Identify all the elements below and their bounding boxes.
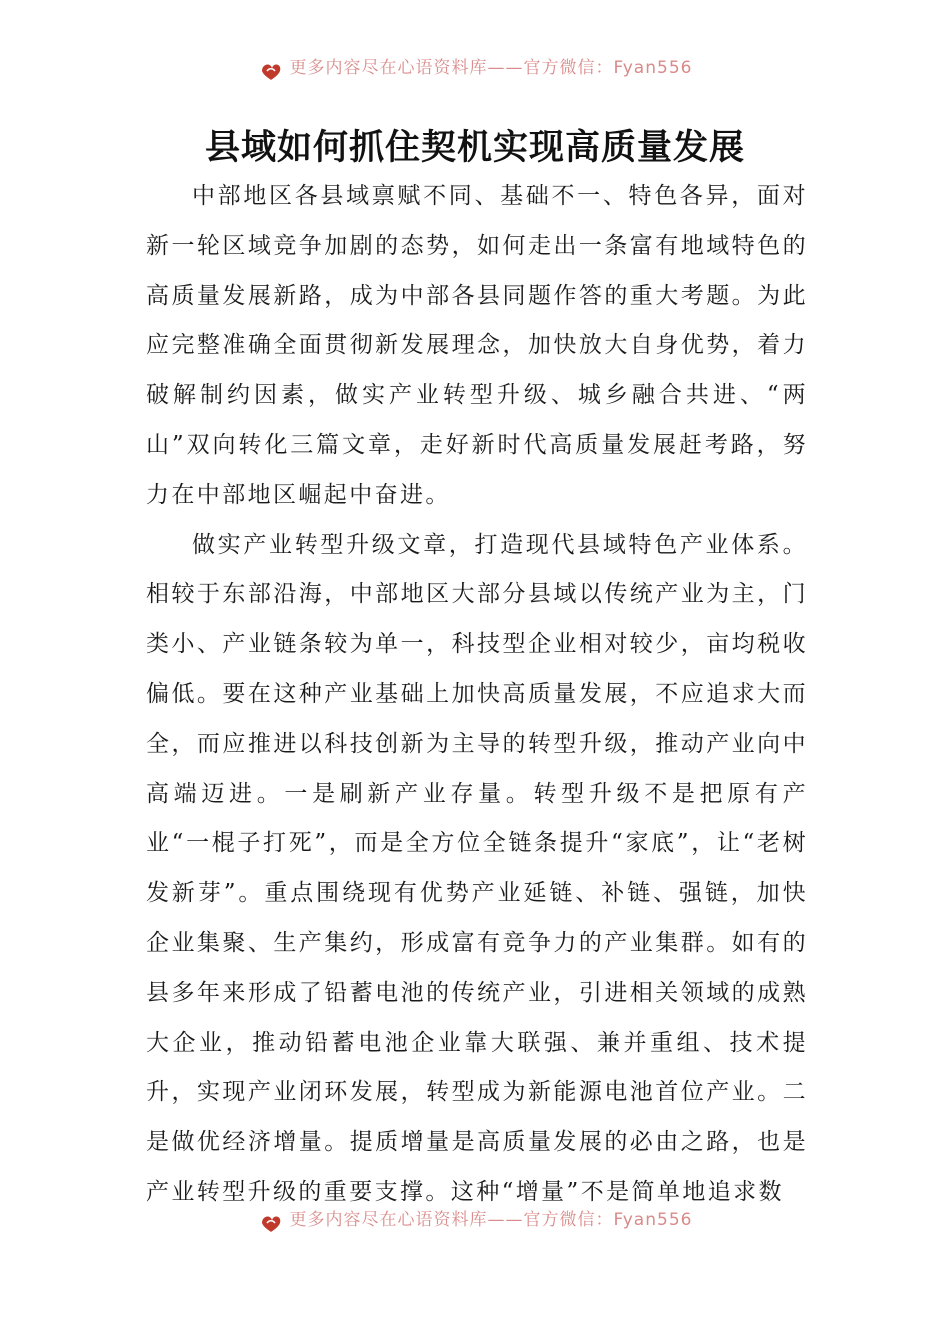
- watermark-footer: [0, 1208, 950, 1236]
- document-title: 县域如何抓住契机实现高质量发展: [204, 127, 745, 168]
- watermark-text: 更多内容尽在心语资料库——官方微信：Fyan556: [289, 57, 693, 78]
- watermark-header: [0, 56, 950, 84]
- heart-leaf-logo-icon: [258, 1211, 284, 1233]
- paragraph: 中部地区各县域禀赋不同、基础不一、特色各异，面对新一轮区域竞争加剧的态势，如何走出一条富有地域特色的高质量发展新路，成为中部各县同题作答的重大考题。为此应完整准确全面贯彻新发展理念，加快放大自身优势，着力破解制约因素，做实产业转型升级、城乡融合共进、“两山”双向转化三篇文章，走好新时代高质量发展赶考路，努力在中部地区崛起中奋进。: [146, 183, 808, 508]
- heart-leaf-logo-icon: [258, 59, 284, 81]
- document-body: [146, 172, 808, 1218]
- watermark-text: 更多内容尽在心语资料库——官方微信：Fyan556: [289, 1209, 693, 1230]
- paragraph: 做实产业转型升级文章，打造现代县域特色产业体系。相较于东部沿海，中部地区大部分县域以传统产业为主，门类小、产业链条较为单一，科技型企业相对较少，亩均税收偏低。要在这种产业基础上加快高质量发展，不应追求大而全，而应推进以科技创新为主导的转型升级，推动产业向中高端迈进。一是刷新产业存量。转型升级不是把原有产业“一棍子打死”，而是全方位全链条提升“家底”，让“老树发新芽”。重点围绕现有优势产业延链、补链、强链，加快企业集聚、生产集约，形成富有竞争力的产业集群。如有的县多年来形成了铅蓄电池的传统产业，引进相关领域的成熟大企业，推动铅蓄电池企业靠大联强、兼并重组、技术提升，实现产业闭环发展，转型成为新能源电池首位产业。二是做优经济增量。提质增量是高质量发展的必由之路，也是产业转型升级的重要支撑。这种“增量”不是简单地追求数: [146, 531, 808, 1205]
